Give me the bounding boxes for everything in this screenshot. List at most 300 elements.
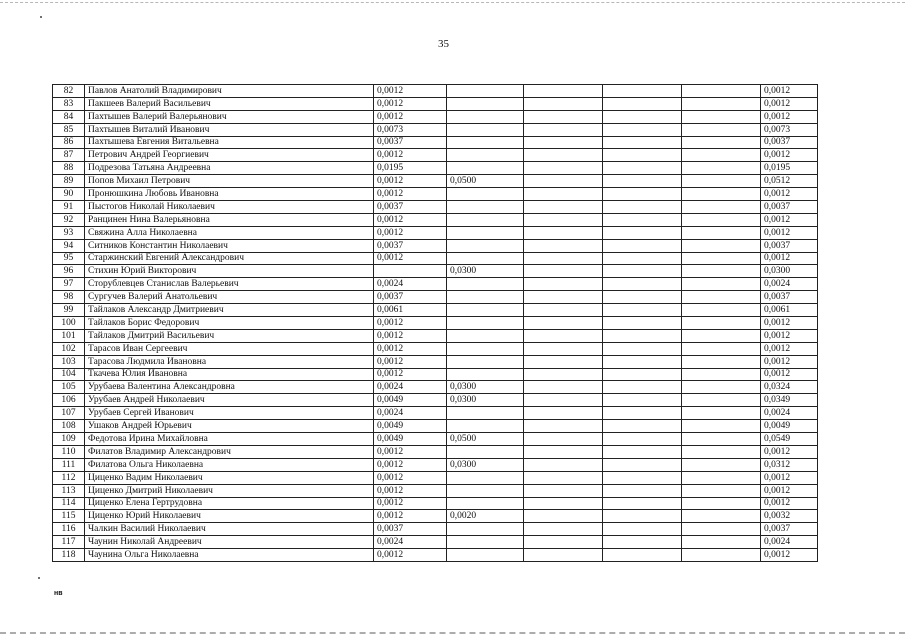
row-number: 83	[53, 97, 85, 110]
share-b: 0,0300	[447, 265, 524, 278]
empty-cell	[524, 188, 603, 201]
row-number: 90	[53, 188, 85, 201]
row-number: 117	[53, 536, 85, 549]
empty-cell	[524, 85, 603, 98]
share-b	[447, 291, 524, 304]
table-row	[53, 201, 818, 214]
share-a: 0,0012	[374, 355, 447, 368]
empty-cell	[603, 188, 682, 201]
person-name: Филатова Ольга Николаевна	[85, 458, 374, 471]
empty-cell	[682, 149, 761, 162]
row-number: 108	[53, 420, 85, 433]
share-total: 0,0012	[761, 368, 818, 381]
share-b	[447, 278, 524, 291]
person-name: Чалкин Василий Николаевич	[85, 523, 374, 536]
person-name: Пакшеев Валерий Васильевич	[85, 97, 374, 110]
empty-cell	[682, 317, 761, 330]
table-row	[53, 123, 818, 136]
share-b: 0,0500	[447, 433, 524, 446]
row-number: 91	[53, 201, 85, 214]
table-row	[53, 523, 818, 536]
table-row	[53, 433, 818, 446]
row-number: 105	[53, 381, 85, 394]
share-b	[447, 368, 524, 381]
share-a: 0,0012	[374, 97, 447, 110]
share-b	[447, 445, 524, 458]
row-number: 86	[53, 136, 85, 149]
table-row	[53, 355, 818, 368]
share-b	[447, 123, 524, 136]
share-a: 0,0012	[374, 510, 447, 523]
empty-cell	[682, 549, 761, 562]
share-total: 0,0512	[761, 175, 818, 188]
share-a: 0,0012	[374, 226, 447, 239]
table-row	[53, 188, 818, 201]
empty-cell	[524, 110, 603, 123]
share-total: 0,0012	[761, 188, 818, 201]
share-total: 0,0012	[761, 471, 818, 484]
empty-cell	[682, 484, 761, 497]
empty-cell	[603, 304, 682, 317]
row-number: 113	[53, 484, 85, 497]
empty-cell	[603, 510, 682, 523]
person-name: Тайлаков Борис Федорович	[85, 317, 374, 330]
share-b	[447, 162, 524, 175]
empty-cell	[524, 175, 603, 188]
empty-cell	[682, 523, 761, 536]
person-name: Подрезова Татьяна Андреевна	[85, 162, 374, 175]
empty-cell	[682, 226, 761, 239]
empty-cell	[603, 213, 682, 226]
person-name: Федотова Ирина Михайловна	[85, 433, 374, 446]
person-name: Сургучев Валерий Анатольевич	[85, 291, 374, 304]
share-b: 0,0300	[447, 381, 524, 394]
empty-cell	[682, 510, 761, 523]
share-a: 0,0012	[374, 329, 447, 342]
empty-cell	[603, 407, 682, 420]
table-row	[53, 136, 818, 149]
share-b: 0,0300	[447, 458, 524, 471]
empty-cell	[682, 85, 761, 98]
person-name: Тарасов Иван Сергеевич	[85, 342, 374, 355]
table-row	[53, 381, 818, 394]
row-number: 89	[53, 175, 85, 188]
row-number: 102	[53, 342, 85, 355]
empty-cell	[682, 213, 761, 226]
empty-cell	[682, 471, 761, 484]
person-name: Циценко Юрий Николаевич	[85, 510, 374, 523]
row-number: 88	[53, 162, 85, 175]
empty-cell	[524, 355, 603, 368]
share-total: 0,0012	[761, 110, 818, 123]
empty-cell	[682, 342, 761, 355]
share-total: 0,0024	[761, 278, 818, 291]
table-row	[53, 420, 818, 433]
scan-edge-bottom	[0, 632, 905, 634]
empty-cell	[603, 201, 682, 214]
row-number: 85	[53, 123, 85, 136]
empty-cell	[603, 394, 682, 407]
share-b	[447, 484, 524, 497]
empty-cell	[603, 420, 682, 433]
person-name: Урубаев Сергей Иванович	[85, 407, 374, 420]
empty-cell	[524, 252, 603, 265]
share-b	[447, 497, 524, 510]
share-b	[447, 110, 524, 123]
share-a: 0,0037	[374, 239, 447, 252]
share-b	[447, 355, 524, 368]
empty-cell	[524, 136, 603, 149]
share-total: 0,0049	[761, 420, 818, 433]
row-number: 84	[53, 110, 85, 123]
table-row	[53, 458, 818, 471]
row-number: 82	[53, 85, 85, 98]
person-name: Чаунин Николай Андреевич	[85, 536, 374, 549]
empty-cell	[603, 433, 682, 446]
table-row	[53, 226, 818, 239]
share-total: 0,0037	[761, 239, 818, 252]
empty-cell	[524, 549, 603, 562]
empty-cell	[603, 291, 682, 304]
share-b	[447, 213, 524, 226]
share-a: 0,0012	[374, 85, 447, 98]
share-a: 0,0012	[374, 497, 447, 510]
empty-cell	[524, 407, 603, 420]
share-b	[447, 85, 524, 98]
share-a: 0,0012	[374, 342, 447, 355]
empty-cell	[682, 381, 761, 394]
row-number: 97	[53, 278, 85, 291]
empty-cell	[524, 368, 603, 381]
row-number: 107	[53, 407, 85, 420]
share-b	[447, 252, 524, 265]
row-number: 116	[53, 523, 85, 536]
table-row	[53, 304, 818, 317]
share-a: 0,0012	[374, 175, 447, 188]
person-name: Циценко Дмитрий Николаевич	[85, 484, 374, 497]
table-row	[53, 549, 818, 562]
share-total: 0,0312	[761, 458, 818, 471]
empty-cell	[524, 123, 603, 136]
share-a: 0,0024	[374, 381, 447, 394]
row-number: 115	[53, 510, 85, 523]
table-row	[53, 510, 818, 523]
person-name: Свяжина Алла Николаевна	[85, 226, 374, 239]
table-row	[53, 252, 818, 265]
scan-speck	[40, 16, 42, 18]
share-b	[447, 536, 524, 549]
empty-cell	[524, 329, 603, 342]
empty-cell	[603, 162, 682, 175]
person-name: Урубаев Андрей Николаевич	[85, 394, 374, 407]
person-name: Ситников Константин Николаевич	[85, 239, 374, 252]
person-name: Ушаков Андрей Юрьевич	[85, 420, 374, 433]
empty-cell	[682, 445, 761, 458]
share-b	[447, 201, 524, 214]
table-row	[53, 394, 818, 407]
empty-cell	[682, 175, 761, 188]
share-total: 0,0012	[761, 342, 818, 355]
empty-cell	[603, 549, 682, 562]
row-number: 110	[53, 445, 85, 458]
empty-cell	[524, 317, 603, 330]
empty-cell	[603, 175, 682, 188]
empty-cell	[682, 458, 761, 471]
empty-cell	[524, 304, 603, 317]
empty-cell	[603, 329, 682, 342]
row-number: 112	[53, 471, 85, 484]
share-total: 0,0012	[761, 445, 818, 458]
person-name: Тарасова Людмила Ивановна	[85, 355, 374, 368]
empty-cell	[682, 278, 761, 291]
row-number: 93	[53, 226, 85, 239]
empty-cell	[603, 445, 682, 458]
empty-cell	[682, 136, 761, 149]
empty-cell	[682, 497, 761, 510]
empty-cell	[682, 536, 761, 549]
empty-cell	[603, 317, 682, 330]
share-total: 0,0037	[761, 523, 818, 536]
empty-cell	[682, 394, 761, 407]
share-b	[447, 239, 524, 252]
table-row	[53, 213, 818, 226]
scan-speck	[38, 577, 40, 579]
share-total: 0,0012	[761, 497, 818, 510]
empty-cell	[524, 97, 603, 110]
empty-cell	[524, 536, 603, 549]
empty-cell	[524, 484, 603, 497]
share-total: 0,0024	[761, 536, 818, 549]
empty-cell	[682, 239, 761, 252]
share-a: 0,0037	[374, 201, 447, 214]
share-total: 0,0012	[761, 85, 818, 98]
share-a: 0,0037	[374, 523, 447, 536]
table-row	[53, 265, 818, 278]
empty-cell	[524, 458, 603, 471]
share-b	[447, 149, 524, 162]
table-row	[53, 149, 818, 162]
person-name: Урубаева Валентина Александровна	[85, 381, 374, 394]
share-a: 0,0195	[374, 162, 447, 175]
share-a: 0,0012	[374, 471, 447, 484]
empty-cell	[524, 497, 603, 510]
empty-cell	[524, 278, 603, 291]
share-total: 0,0300	[761, 265, 818, 278]
empty-cell	[603, 136, 682, 149]
empty-cell	[682, 420, 761, 433]
empty-cell	[603, 523, 682, 536]
empty-cell	[682, 368, 761, 381]
empty-cell	[524, 342, 603, 355]
empty-cell	[603, 252, 682, 265]
row-number: 95	[53, 252, 85, 265]
person-name: Сторублевцев Станислав Валерьевич	[85, 278, 374, 291]
person-name: Ткачева Юлия Ивановна	[85, 368, 374, 381]
share-total: 0,0012	[761, 213, 818, 226]
empty-cell	[603, 484, 682, 497]
row-number: 111	[53, 458, 85, 471]
empty-cell	[603, 278, 682, 291]
share-a: 0,0024	[374, 407, 447, 420]
table-row	[53, 291, 818, 304]
empty-cell	[603, 471, 682, 484]
share-a: 0,0012	[374, 252, 447, 265]
empty-cell	[682, 304, 761, 317]
share-b	[447, 136, 524, 149]
share-b	[447, 420, 524, 433]
person-name: Циценко Елена Гертрудовна	[85, 497, 374, 510]
empty-cell	[603, 497, 682, 510]
share-total: 0,0012	[761, 317, 818, 330]
empty-cell	[524, 510, 603, 523]
share-b	[447, 549, 524, 562]
row-number: 109	[53, 433, 85, 446]
share-total: 0,0012	[761, 484, 818, 497]
person-name: Стихин Юрий Викторович	[85, 265, 374, 278]
row-number: 100	[53, 317, 85, 330]
share-total: 0,0037	[761, 136, 818, 149]
share-a: 0,0024	[374, 536, 447, 549]
table-row	[53, 484, 818, 497]
person-name: Пронюшкина Любовь Ивановна	[85, 188, 374, 201]
share-b	[447, 329, 524, 342]
table-row	[53, 85, 818, 98]
empty-cell	[524, 291, 603, 304]
share-a: 0,0049	[374, 433, 447, 446]
share-a: 0,0073	[374, 123, 447, 136]
share-total: 0,0012	[761, 149, 818, 162]
share-a	[374, 265, 447, 278]
row-number: 106	[53, 394, 85, 407]
share-a: 0,0037	[374, 291, 447, 304]
share-b: 0,0020	[447, 510, 524, 523]
share-b	[447, 407, 524, 420]
share-a: 0,0012	[374, 110, 447, 123]
empty-cell	[682, 291, 761, 304]
footer-mark: нв	[54, 590, 63, 597]
table-row	[53, 368, 818, 381]
row-number: 94	[53, 239, 85, 252]
empty-cell	[603, 355, 682, 368]
share-a: 0,0024	[374, 278, 447, 291]
person-name: Циценко Вадим Николаевич	[85, 471, 374, 484]
empty-cell	[524, 226, 603, 239]
share-total: 0,0012	[761, 355, 818, 368]
share-total: 0,0012	[761, 549, 818, 562]
row-number: 104	[53, 368, 85, 381]
empty-cell	[524, 394, 603, 407]
person-name: Пахтышев Виталий Иванович	[85, 123, 374, 136]
share-a: 0,0012	[374, 188, 447, 201]
share-a: 0,0012	[374, 549, 447, 562]
scan-edge-top	[0, 2, 905, 3]
empty-cell	[682, 123, 761, 136]
empty-cell	[682, 201, 761, 214]
share-a: 0,0012	[374, 317, 447, 330]
empty-cell	[682, 329, 761, 342]
table-body	[53, 85, 818, 562]
share-a: 0,0012	[374, 484, 447, 497]
empty-cell	[603, 536, 682, 549]
empty-cell	[603, 97, 682, 110]
row-number: 92	[53, 213, 85, 226]
share-a: 0,0012	[374, 213, 447, 226]
empty-cell	[682, 433, 761, 446]
share-b	[447, 471, 524, 484]
person-name: Ранцинен Нина Валерьяновна	[85, 213, 374, 226]
share-b	[447, 188, 524, 201]
empty-cell	[524, 213, 603, 226]
share-total: 0,0012	[761, 329, 818, 342]
share-a: 0,0037	[374, 136, 447, 149]
empty-cell	[682, 97, 761, 110]
person-name: Пахтышева Евгения Витальевна	[85, 136, 374, 149]
empty-cell	[603, 226, 682, 239]
row-number: 99	[53, 304, 85, 317]
share-b	[447, 317, 524, 330]
empty-cell	[603, 368, 682, 381]
row-number: 114	[53, 497, 85, 510]
empty-cell	[682, 110, 761, 123]
share-total: 0,0073	[761, 123, 818, 136]
person-name: Пыстогов Николай Николаевич	[85, 201, 374, 214]
share-total: 0,0195	[761, 162, 818, 175]
share-total: 0,0349	[761, 394, 818, 407]
share-a: 0,0012	[374, 445, 447, 458]
empty-cell	[603, 110, 682, 123]
empty-cell	[524, 149, 603, 162]
table-row	[53, 471, 818, 484]
empty-cell	[603, 265, 682, 278]
share-total: 0,0032	[761, 510, 818, 523]
empty-cell	[524, 433, 603, 446]
empty-cell	[524, 201, 603, 214]
empty-cell	[682, 162, 761, 175]
person-name: Пахтышев Валерий Валерьянович	[85, 110, 374, 123]
table-row	[53, 97, 818, 110]
table-row	[53, 497, 818, 510]
empty-cell	[524, 381, 603, 394]
share-a: 0,0012	[374, 368, 447, 381]
share-b	[447, 304, 524, 317]
share-b: 0,0500	[447, 175, 524, 188]
person-name: Чаунина Ольга Николаевна	[85, 549, 374, 562]
share-total: 0,0549	[761, 433, 818, 446]
person-name: Филатов Владимир Александрович	[85, 445, 374, 458]
table-row	[53, 278, 818, 291]
table-row	[53, 175, 818, 188]
empty-cell	[524, 420, 603, 433]
table-row	[53, 239, 818, 252]
empty-cell	[524, 471, 603, 484]
table-row	[53, 329, 818, 342]
share-total: 0,0061	[761, 304, 818, 317]
share-b	[447, 226, 524, 239]
table-row	[53, 407, 818, 420]
page-number: 35	[438, 38, 449, 50]
share-b: 0,0300	[447, 394, 524, 407]
table-row	[53, 162, 818, 175]
row-number: 118	[53, 549, 85, 562]
row-number: 98	[53, 291, 85, 304]
person-name: Тайлаков Александр Дмитриевич	[85, 304, 374, 317]
share-b	[447, 523, 524, 536]
share-total: 0,0037	[761, 201, 818, 214]
empty-cell	[524, 523, 603, 536]
shareholder-table	[52, 84, 818, 562]
share-a: 0,0012	[374, 458, 447, 471]
empty-cell	[603, 85, 682, 98]
